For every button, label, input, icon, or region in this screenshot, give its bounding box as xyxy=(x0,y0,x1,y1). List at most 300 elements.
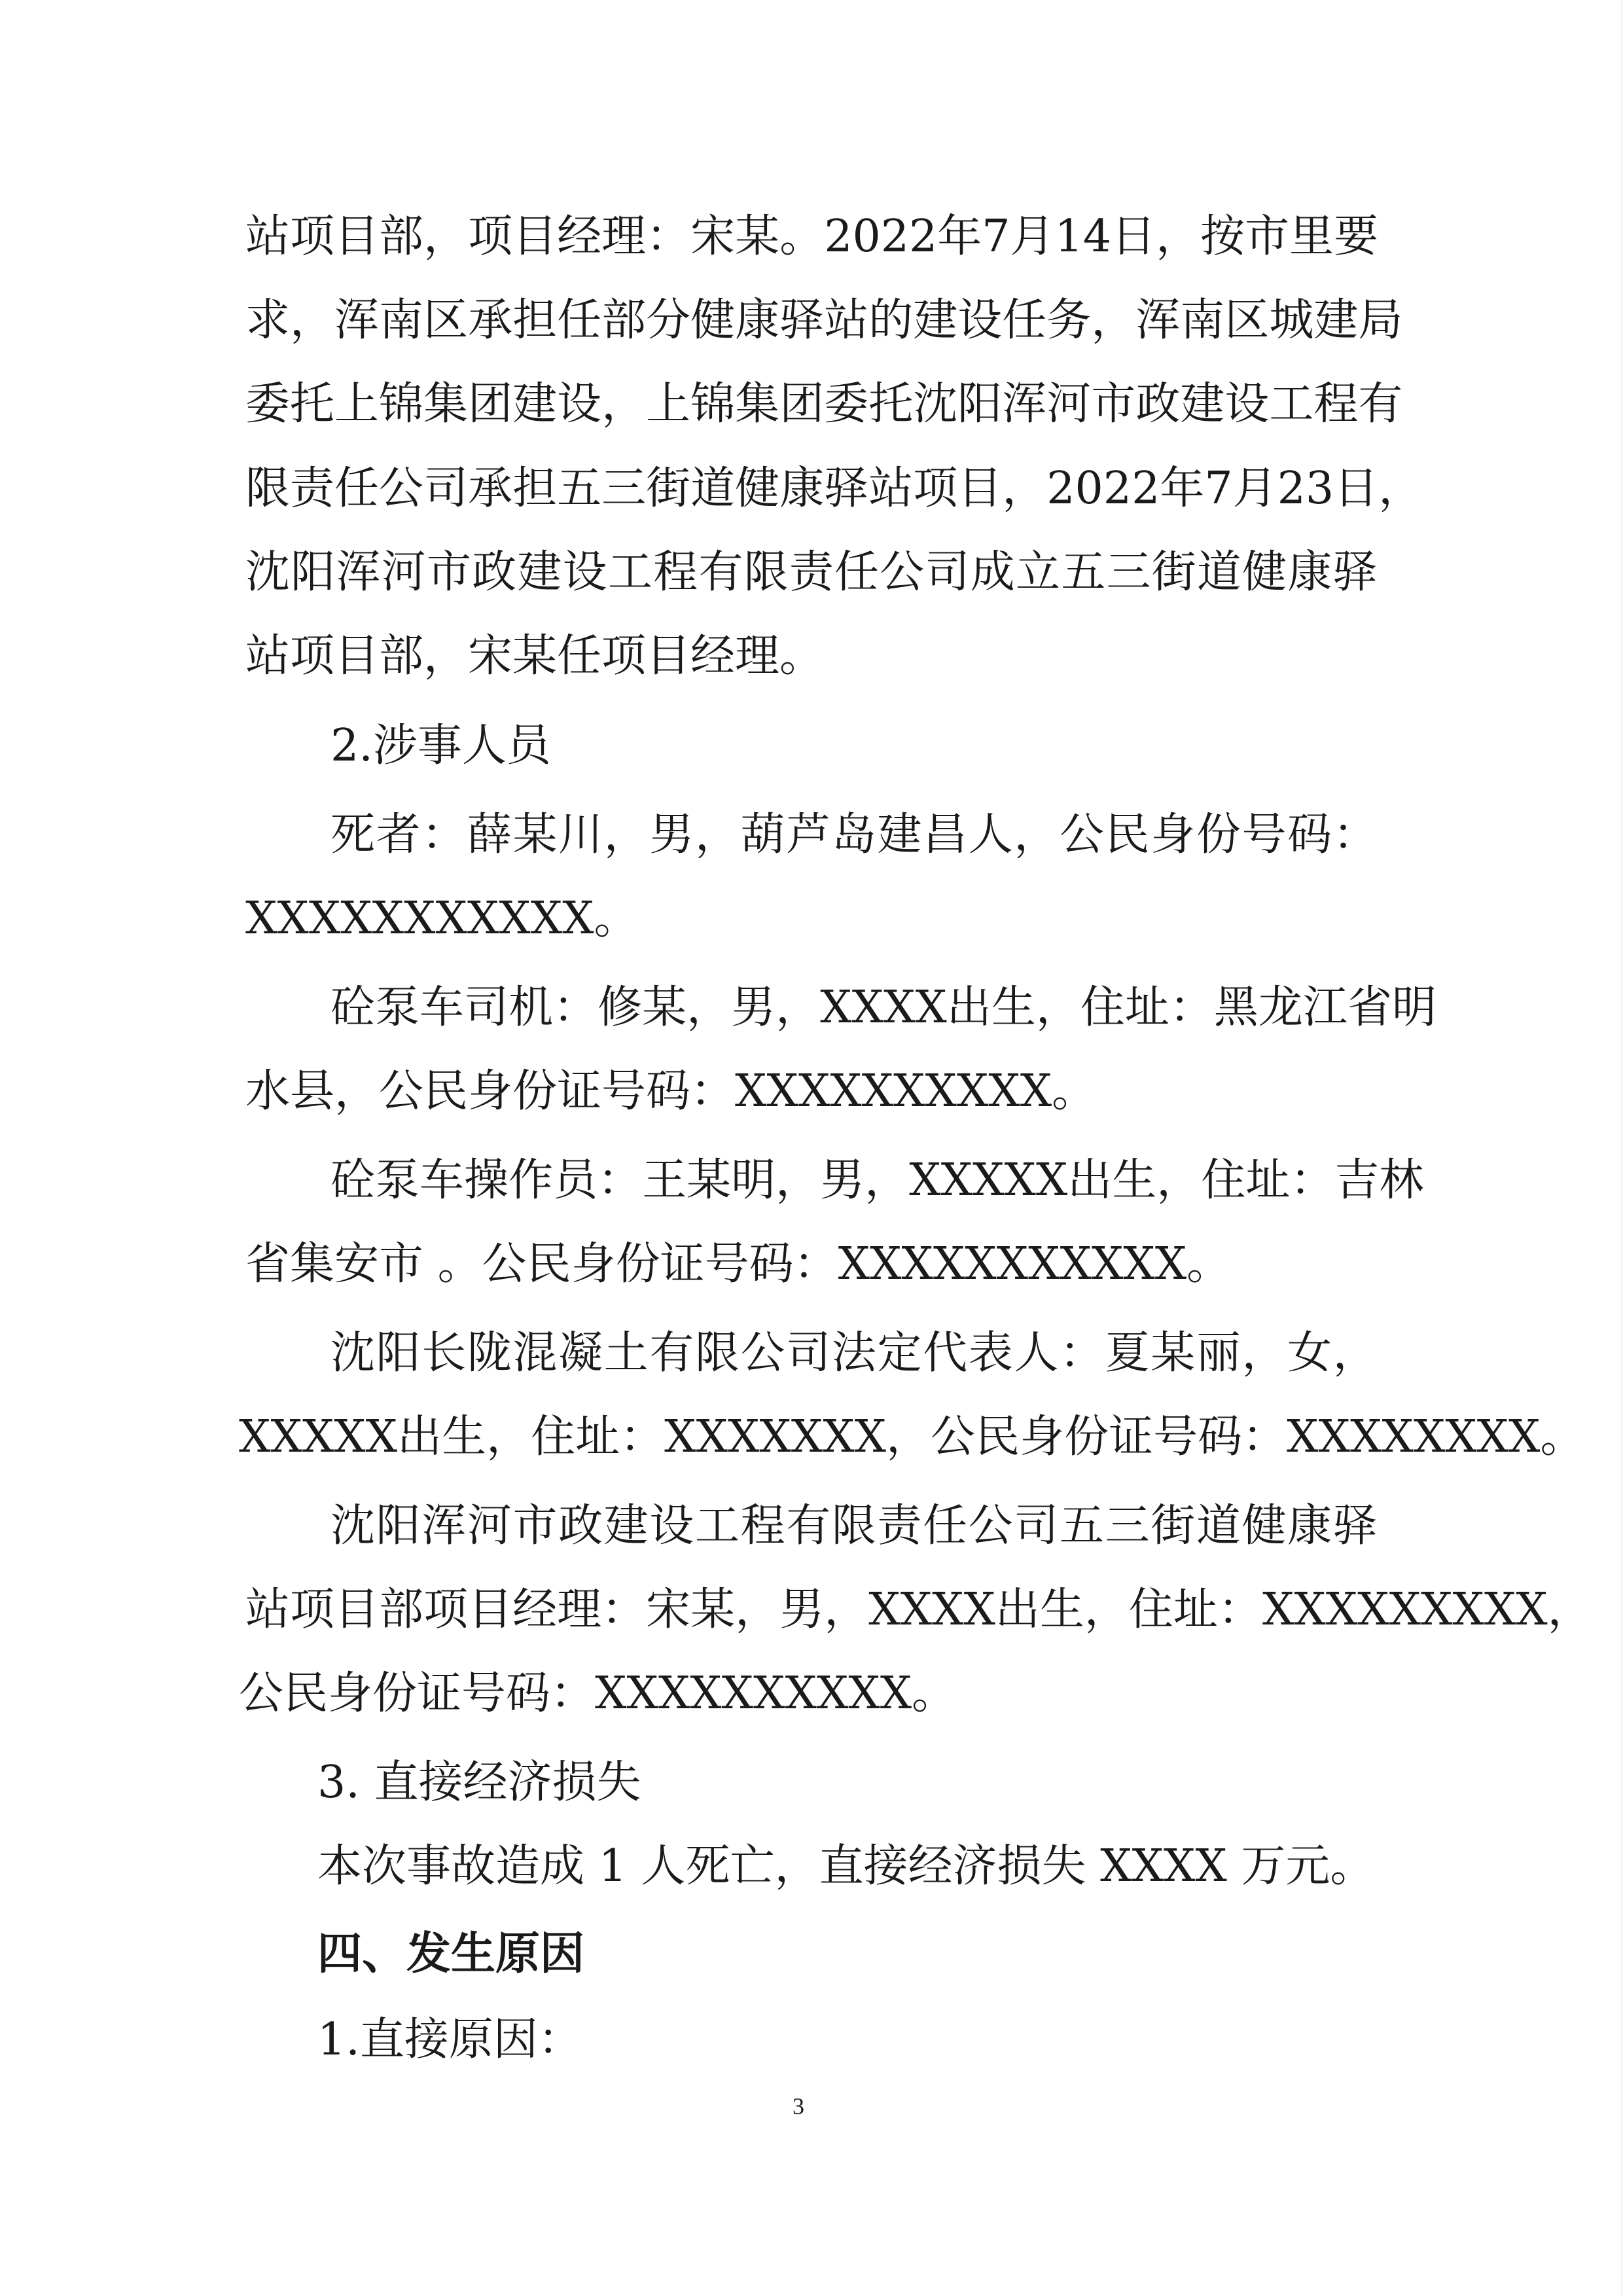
text-token: 经 xyxy=(557,211,602,262)
heading-text: 3. 直接经济损失 xyxy=(317,1757,641,1808)
heading-text: 2.涉事人员 xyxy=(330,720,551,772)
text-token: 市 xyxy=(426,547,471,598)
text-token: ， xyxy=(1547,1584,1592,1636)
text-token: 目 xyxy=(512,211,558,262)
text-token: 砼 xyxy=(330,1155,376,1206)
text-token: 项 xyxy=(913,463,958,514)
text-token: 健 xyxy=(735,463,780,514)
text-token: 省 xyxy=(1347,982,1392,1033)
text-token: 宋 xyxy=(646,1584,691,1636)
text-token: 员 xyxy=(553,1155,598,1206)
text-token: 求 xyxy=(245,295,291,346)
text-token: 份 xyxy=(1064,1411,1109,1463)
body-text-line xyxy=(245,295,1403,347)
text-token: XXXXXXX xyxy=(664,1411,887,1463)
text-token: 道 xyxy=(1196,547,1241,598)
text-token: 河 xyxy=(381,547,426,598)
text-token: 三 xyxy=(1105,1500,1150,1552)
text-token: 沈 xyxy=(913,378,958,430)
text-token: 址 xyxy=(575,1411,620,1463)
body-text-line xyxy=(317,1840,1374,1893)
text-token: 任 xyxy=(923,1500,968,1552)
text-token: 2022 xyxy=(824,211,938,262)
text-token: 法 xyxy=(831,1327,876,1379)
text-token: 五 xyxy=(557,463,602,514)
text-token: 身 xyxy=(1020,1411,1065,1463)
body-text-line xyxy=(330,1500,1378,1552)
text-token: 公 xyxy=(379,463,424,514)
text-token: 健 xyxy=(1242,547,1287,598)
text-token: XXXX xyxy=(868,1584,995,1636)
text-token: 明 xyxy=(1391,982,1436,1033)
text-token: 出 xyxy=(397,1411,442,1463)
text-token: 街 xyxy=(1151,547,1196,598)
text-token: 道 xyxy=(1196,1500,1241,1552)
text-token: 的 xyxy=(868,295,914,346)
text-token: 康 xyxy=(779,463,825,514)
text-token: 出 xyxy=(946,982,991,1033)
text-token: 限 xyxy=(831,1500,876,1552)
text-token: 址 xyxy=(1173,1584,1218,1636)
text-token: 驿 xyxy=(779,295,825,346)
text-token: 出 xyxy=(1067,1155,1113,1206)
text-token: 司 xyxy=(423,463,469,514)
text-token: ， xyxy=(423,211,469,262)
text-token: 工 xyxy=(1269,378,1314,430)
text-token: 土 xyxy=(603,1327,649,1379)
text-token: ， xyxy=(1332,1327,1378,1379)
text-token: 公 xyxy=(1060,809,1105,861)
text-token: 集 xyxy=(735,378,780,430)
text-token: XXXXXXXXX xyxy=(1262,1584,1548,1636)
text-token: 7 xyxy=(1204,463,1233,514)
text-token: 上 xyxy=(646,378,691,430)
body-text-line xyxy=(245,378,1403,431)
body-text-line xyxy=(239,1411,1585,1463)
text-token: 责 xyxy=(290,463,335,514)
text-token: 林 xyxy=(1379,1155,1424,1206)
text-token: XXXXX xyxy=(239,1411,398,1463)
text-token: 程 xyxy=(653,547,698,598)
text-token: ： xyxy=(1169,982,1214,1033)
text-token: 立 xyxy=(1015,547,1060,598)
text-token: 目 xyxy=(957,463,1003,514)
text-token: 理 xyxy=(557,1584,602,1636)
text-token: ， xyxy=(1241,1327,1287,1379)
text-token: 某 xyxy=(735,211,780,262)
text-token: 局 xyxy=(1358,295,1403,346)
text-token: 公 xyxy=(931,1411,976,1463)
text-token: ， xyxy=(1156,211,1201,262)
text-token: 限 xyxy=(245,463,291,514)
text-token: 阳 xyxy=(376,1327,421,1379)
text-token: 住 xyxy=(1128,1584,1173,1636)
text-token: 生 xyxy=(1039,1584,1084,1636)
text-token: 有 xyxy=(649,1327,694,1379)
text-token: ， xyxy=(290,295,335,346)
text-token: 站 xyxy=(824,295,869,346)
text-token: 女 xyxy=(1287,1327,1332,1379)
text-token: ， xyxy=(1378,463,1423,514)
text-token: 按 xyxy=(1200,211,1245,262)
text-token: 月 xyxy=(1010,211,1055,262)
text-token: 某 xyxy=(690,1584,736,1636)
text-token: 市 xyxy=(1091,378,1136,430)
text-token: ： xyxy=(601,1584,647,1636)
text-token: 目 xyxy=(468,1584,513,1636)
text-token: 限 xyxy=(695,1327,740,1379)
line-text: 水县，公民身份证号码：XXXXXXXXXX。 xyxy=(245,1066,1097,1117)
text-token: 14 xyxy=(1054,211,1112,262)
text-token: ： xyxy=(1217,1584,1262,1636)
text-token: 托 xyxy=(868,378,914,430)
text-token: 限 xyxy=(743,547,789,598)
text-token: 代 xyxy=(923,1327,968,1379)
body-text-line xyxy=(245,547,1378,599)
text-token: ， xyxy=(603,809,649,861)
text-token: 站 xyxy=(245,1584,291,1636)
text-token: 健 xyxy=(690,295,736,346)
text-token: 。 xyxy=(779,211,825,262)
text-token: 出 xyxy=(995,1584,1040,1636)
text-token: 男 xyxy=(649,809,694,861)
text-token: 号 xyxy=(1153,1411,1198,1463)
text-token: 驿 xyxy=(1332,1500,1378,1552)
text-token: 健 xyxy=(1241,1500,1287,1552)
line-text: 站项目部，宋某任项目经理。 xyxy=(245,630,825,682)
text-token: 康 xyxy=(735,295,780,346)
text-token: 政 xyxy=(1135,378,1181,430)
body-text-line xyxy=(245,463,1423,515)
text-token: 夏 xyxy=(1105,1327,1150,1379)
text-token: 某 xyxy=(512,809,558,861)
line-text: 省集安市 。公民身份证号码：XXXXXXXXXXX。 xyxy=(245,1238,1232,1290)
text-token: 建 xyxy=(877,809,922,861)
text-token: 上 xyxy=(334,378,380,430)
text-token: 建 xyxy=(913,295,958,346)
section-heading xyxy=(317,1757,641,1809)
text-token: 男 xyxy=(731,982,776,1033)
text-token: 经 xyxy=(512,1584,558,1636)
text-token: 目 xyxy=(334,211,380,262)
text-token: 岛 xyxy=(831,809,876,861)
text-token: 浑 xyxy=(336,547,381,598)
text-token: ： xyxy=(553,982,598,1033)
text-token: 站 xyxy=(245,211,291,262)
text-token: 日 xyxy=(1111,211,1156,262)
page-number: 3 xyxy=(793,2093,804,2119)
body-text-line xyxy=(239,1668,956,1720)
text-token: 阳 xyxy=(376,1500,421,1552)
text-token: 年 xyxy=(937,211,982,262)
text-token: ， xyxy=(1091,295,1136,346)
text-token: 锦 xyxy=(690,378,736,430)
text-token: 某 xyxy=(1150,1327,1196,1379)
text-token: 项 xyxy=(290,211,335,262)
text-token: ， xyxy=(1035,982,1080,1033)
text-token: 生 xyxy=(991,982,1036,1033)
line-text: 本次事故造成 1 人死亡，直接经济损失 XXXX 万元。 xyxy=(317,1840,1375,1892)
text-token: 表 xyxy=(968,1327,1013,1379)
text-token: 司 xyxy=(1014,1500,1059,1552)
text-token: 址 xyxy=(1124,982,1169,1033)
text-token: 吉 xyxy=(1334,1155,1380,1206)
text-token: 民 xyxy=(975,1411,1020,1463)
text-token: 团 xyxy=(468,378,513,430)
text-token: ， xyxy=(687,982,732,1033)
text-token: 设 xyxy=(1224,378,1270,430)
text-token: ， xyxy=(1084,1584,1129,1636)
text-token: 理 xyxy=(601,211,647,262)
text-token: 政 xyxy=(472,547,517,598)
body-text-line xyxy=(330,809,1378,861)
text-token: 区 xyxy=(1224,295,1270,346)
text-token: 政 xyxy=(558,1500,603,1552)
text-token: 司 xyxy=(464,982,509,1033)
text-token: 江 xyxy=(1302,982,1347,1033)
text-token: 陇 xyxy=(467,1327,512,1379)
text-token: 修 xyxy=(597,982,643,1033)
text-token: ： xyxy=(1290,1155,1335,1206)
text-token: 作 xyxy=(508,1155,554,1206)
text-token: 23 xyxy=(1277,463,1334,514)
text-token: 日 xyxy=(1334,463,1379,514)
text-token: 7 xyxy=(982,211,1010,262)
text-token: 康 xyxy=(1287,1500,1332,1552)
text-token: 河 xyxy=(467,1500,512,1552)
text-token: 浑 xyxy=(1002,378,1047,430)
text-token: 浑 xyxy=(1135,295,1181,346)
text-token: 成 xyxy=(970,547,1015,598)
body-text-line xyxy=(245,1066,1096,1118)
text-token: 委 xyxy=(824,378,869,430)
text-token: 部 xyxy=(601,295,647,346)
text-token: 阳 xyxy=(291,547,336,598)
text-token: 三 xyxy=(601,463,647,514)
text-token: 三 xyxy=(1106,547,1151,598)
text-token: ， xyxy=(865,1155,910,1206)
text-token: 五 xyxy=(1061,547,1106,598)
body-text-line xyxy=(330,982,1436,1034)
text-token: 项 xyxy=(468,211,513,262)
text-token: 车 xyxy=(419,982,465,1033)
section-heading xyxy=(317,2014,582,2066)
text-token: 民 xyxy=(1105,809,1150,861)
text-token: 公 xyxy=(880,547,925,598)
text-token: 泵 xyxy=(375,982,420,1033)
text-token: ， xyxy=(486,1411,531,1463)
text-token: 份 xyxy=(1196,809,1241,861)
text-token: 项 xyxy=(290,1584,335,1636)
text-token: 生 xyxy=(1112,1155,1157,1206)
text-token: 市 xyxy=(1245,211,1290,262)
text-token: 生 xyxy=(442,1411,487,1463)
text-token: 。 xyxy=(1540,1411,1585,1463)
text-token: 芦 xyxy=(786,809,831,861)
text-token: 务 xyxy=(1046,295,1092,346)
text-token: 浑 xyxy=(334,295,380,346)
body-text-line xyxy=(245,630,824,683)
text-token: 设 xyxy=(957,295,1003,346)
text-token: 有 xyxy=(786,1500,831,1552)
text-token: 程 xyxy=(740,1500,785,1552)
text-token: 某 xyxy=(687,1155,732,1206)
text-token: 者 xyxy=(376,809,421,861)
text-token: 集 xyxy=(423,378,469,430)
text-token: 证 xyxy=(1109,1411,1154,1463)
text-token: 设 xyxy=(562,547,607,598)
text-token: ， xyxy=(1002,463,1047,514)
text-token: 黑 xyxy=(1213,982,1258,1033)
text-token: 公 xyxy=(740,1327,785,1379)
text-token: 担 xyxy=(512,295,558,346)
text-token: 建 xyxy=(1180,378,1225,430)
text-token: 担 xyxy=(512,463,558,514)
text-token: 设 xyxy=(649,1500,694,1552)
text-token: 驿 xyxy=(1332,547,1378,598)
text-token: 操 xyxy=(464,1155,509,1206)
heading-text: 1.直接原因： xyxy=(317,2014,582,2066)
text-token: 沈 xyxy=(245,547,291,598)
text-token: 某 xyxy=(642,982,687,1033)
text-token: 死 xyxy=(330,809,376,861)
text-token: ： xyxy=(1242,1411,1287,1463)
text-token: 道 xyxy=(690,463,736,514)
text-token: 目 xyxy=(334,1584,380,1636)
text-token: 薛 xyxy=(467,809,512,861)
text-token: 王 xyxy=(642,1155,687,1206)
text-token: 丽 xyxy=(1196,1327,1241,1379)
text-token: 承 xyxy=(468,463,513,514)
text-token: 城 xyxy=(1269,295,1314,346)
text-token: ： xyxy=(1332,809,1378,861)
body-text-line xyxy=(330,1155,1424,1207)
text-token: 住 xyxy=(1080,982,1125,1033)
text-token: 责 xyxy=(877,1500,922,1552)
text-token: 承 xyxy=(468,295,513,346)
text-token: 南 xyxy=(1180,295,1225,346)
text-token: 明 xyxy=(731,1155,776,1206)
text-token: 要 xyxy=(1334,211,1379,262)
text-token: 团 xyxy=(779,378,825,430)
text-token: 号 xyxy=(1241,809,1287,861)
text-token: 里 xyxy=(1289,211,1334,262)
text-token: 街 xyxy=(646,463,691,514)
text-token: ， xyxy=(695,809,740,861)
text-token: 砼 xyxy=(330,982,376,1033)
text-token: 部 xyxy=(379,211,424,262)
text-token: 车 xyxy=(419,1155,465,1206)
text-token: 码 xyxy=(1198,1411,1243,1463)
body-text-line xyxy=(245,893,639,945)
text-token: 码 xyxy=(1287,809,1332,861)
text-token: 葫 xyxy=(740,809,785,861)
text-token: 区 xyxy=(423,295,469,346)
text-token: 定 xyxy=(877,1327,922,1379)
text-token: 建 xyxy=(517,547,562,598)
text-token: ： xyxy=(597,1155,643,1206)
text-token: 司 xyxy=(925,547,970,598)
text-token: 凝 xyxy=(558,1327,603,1379)
text-token: 街 xyxy=(1150,1500,1196,1552)
text-token: 2022 xyxy=(1046,463,1160,514)
text-token: 河 xyxy=(1046,378,1092,430)
text-token: 康 xyxy=(1287,547,1332,598)
text-token: 泵 xyxy=(375,1155,420,1206)
text-token: XXXX xyxy=(820,982,947,1033)
text-token: ， xyxy=(1156,1155,1202,1206)
text-token: 址 xyxy=(1245,1155,1291,1206)
text-token: 建 xyxy=(603,1500,649,1552)
text-token: 建 xyxy=(512,378,558,430)
text-token: 责 xyxy=(789,547,834,598)
text-token: 托 xyxy=(290,378,335,430)
text-token: 住 xyxy=(531,1411,576,1463)
text-token: 男 xyxy=(779,1584,825,1636)
text-token: 分 xyxy=(646,295,691,346)
heading-text: 四、发生原因 xyxy=(317,1928,585,1980)
text-token: 工 xyxy=(607,547,652,598)
text-token: 任 xyxy=(334,463,380,514)
text-token: ： xyxy=(1060,1327,1105,1379)
scan-edge-shadow xyxy=(1619,0,1623,2296)
text-token: ， xyxy=(1014,809,1059,861)
text-token: 长 xyxy=(421,1327,467,1379)
text-token: 混 xyxy=(512,1327,558,1379)
text-token: 公 xyxy=(968,1500,1013,1552)
text-token: 川 xyxy=(558,809,603,861)
text-token: ： xyxy=(421,809,467,861)
body-text-line xyxy=(245,1584,1592,1636)
text-token: 站 xyxy=(868,463,914,514)
text-token: ： xyxy=(646,211,691,262)
text-token: 五 xyxy=(1060,1500,1105,1552)
text-token: 建 xyxy=(1313,295,1359,346)
text-token: 昌 xyxy=(923,809,968,861)
text-token: ， xyxy=(824,1584,869,1636)
text-token: 司 xyxy=(786,1327,831,1379)
text-token: 身 xyxy=(1150,809,1196,861)
text-token: 程 xyxy=(1313,378,1359,430)
text-token: 住 xyxy=(1201,1155,1246,1206)
line-text: 公民身份证号码：XXXXXXXXXX。 xyxy=(239,1668,957,1719)
text-token: XXXXXXXX xyxy=(1287,1411,1541,1463)
text-token: 年 xyxy=(1160,463,1205,514)
text-token: 任 xyxy=(1002,295,1047,346)
text-token: ， xyxy=(735,1584,780,1636)
text-token: 月 xyxy=(1232,463,1277,514)
text-token: 龙 xyxy=(1258,982,1303,1033)
text-token: 男 xyxy=(820,1155,865,1206)
body-text-line xyxy=(245,211,1378,263)
text-token: 驿 xyxy=(824,463,869,514)
text-token: ， xyxy=(776,982,821,1033)
text-token: 设 xyxy=(557,378,602,430)
text-token: 工 xyxy=(695,1500,740,1552)
body-text-line xyxy=(330,1327,1378,1380)
text-token: 沈 xyxy=(330,1500,376,1552)
text-token: 宋 xyxy=(690,211,736,262)
text-token: 有 xyxy=(1358,378,1403,430)
text-token: 人 xyxy=(968,809,1013,861)
text-token: ： xyxy=(620,1411,665,1463)
section-heading xyxy=(330,720,551,772)
text-token: 有 xyxy=(698,547,743,598)
text-token: 委 xyxy=(245,378,291,430)
text-token: 阳 xyxy=(957,378,1003,430)
body-text-line xyxy=(245,1238,1231,1291)
text-token: XXXXX xyxy=(909,1155,1068,1206)
